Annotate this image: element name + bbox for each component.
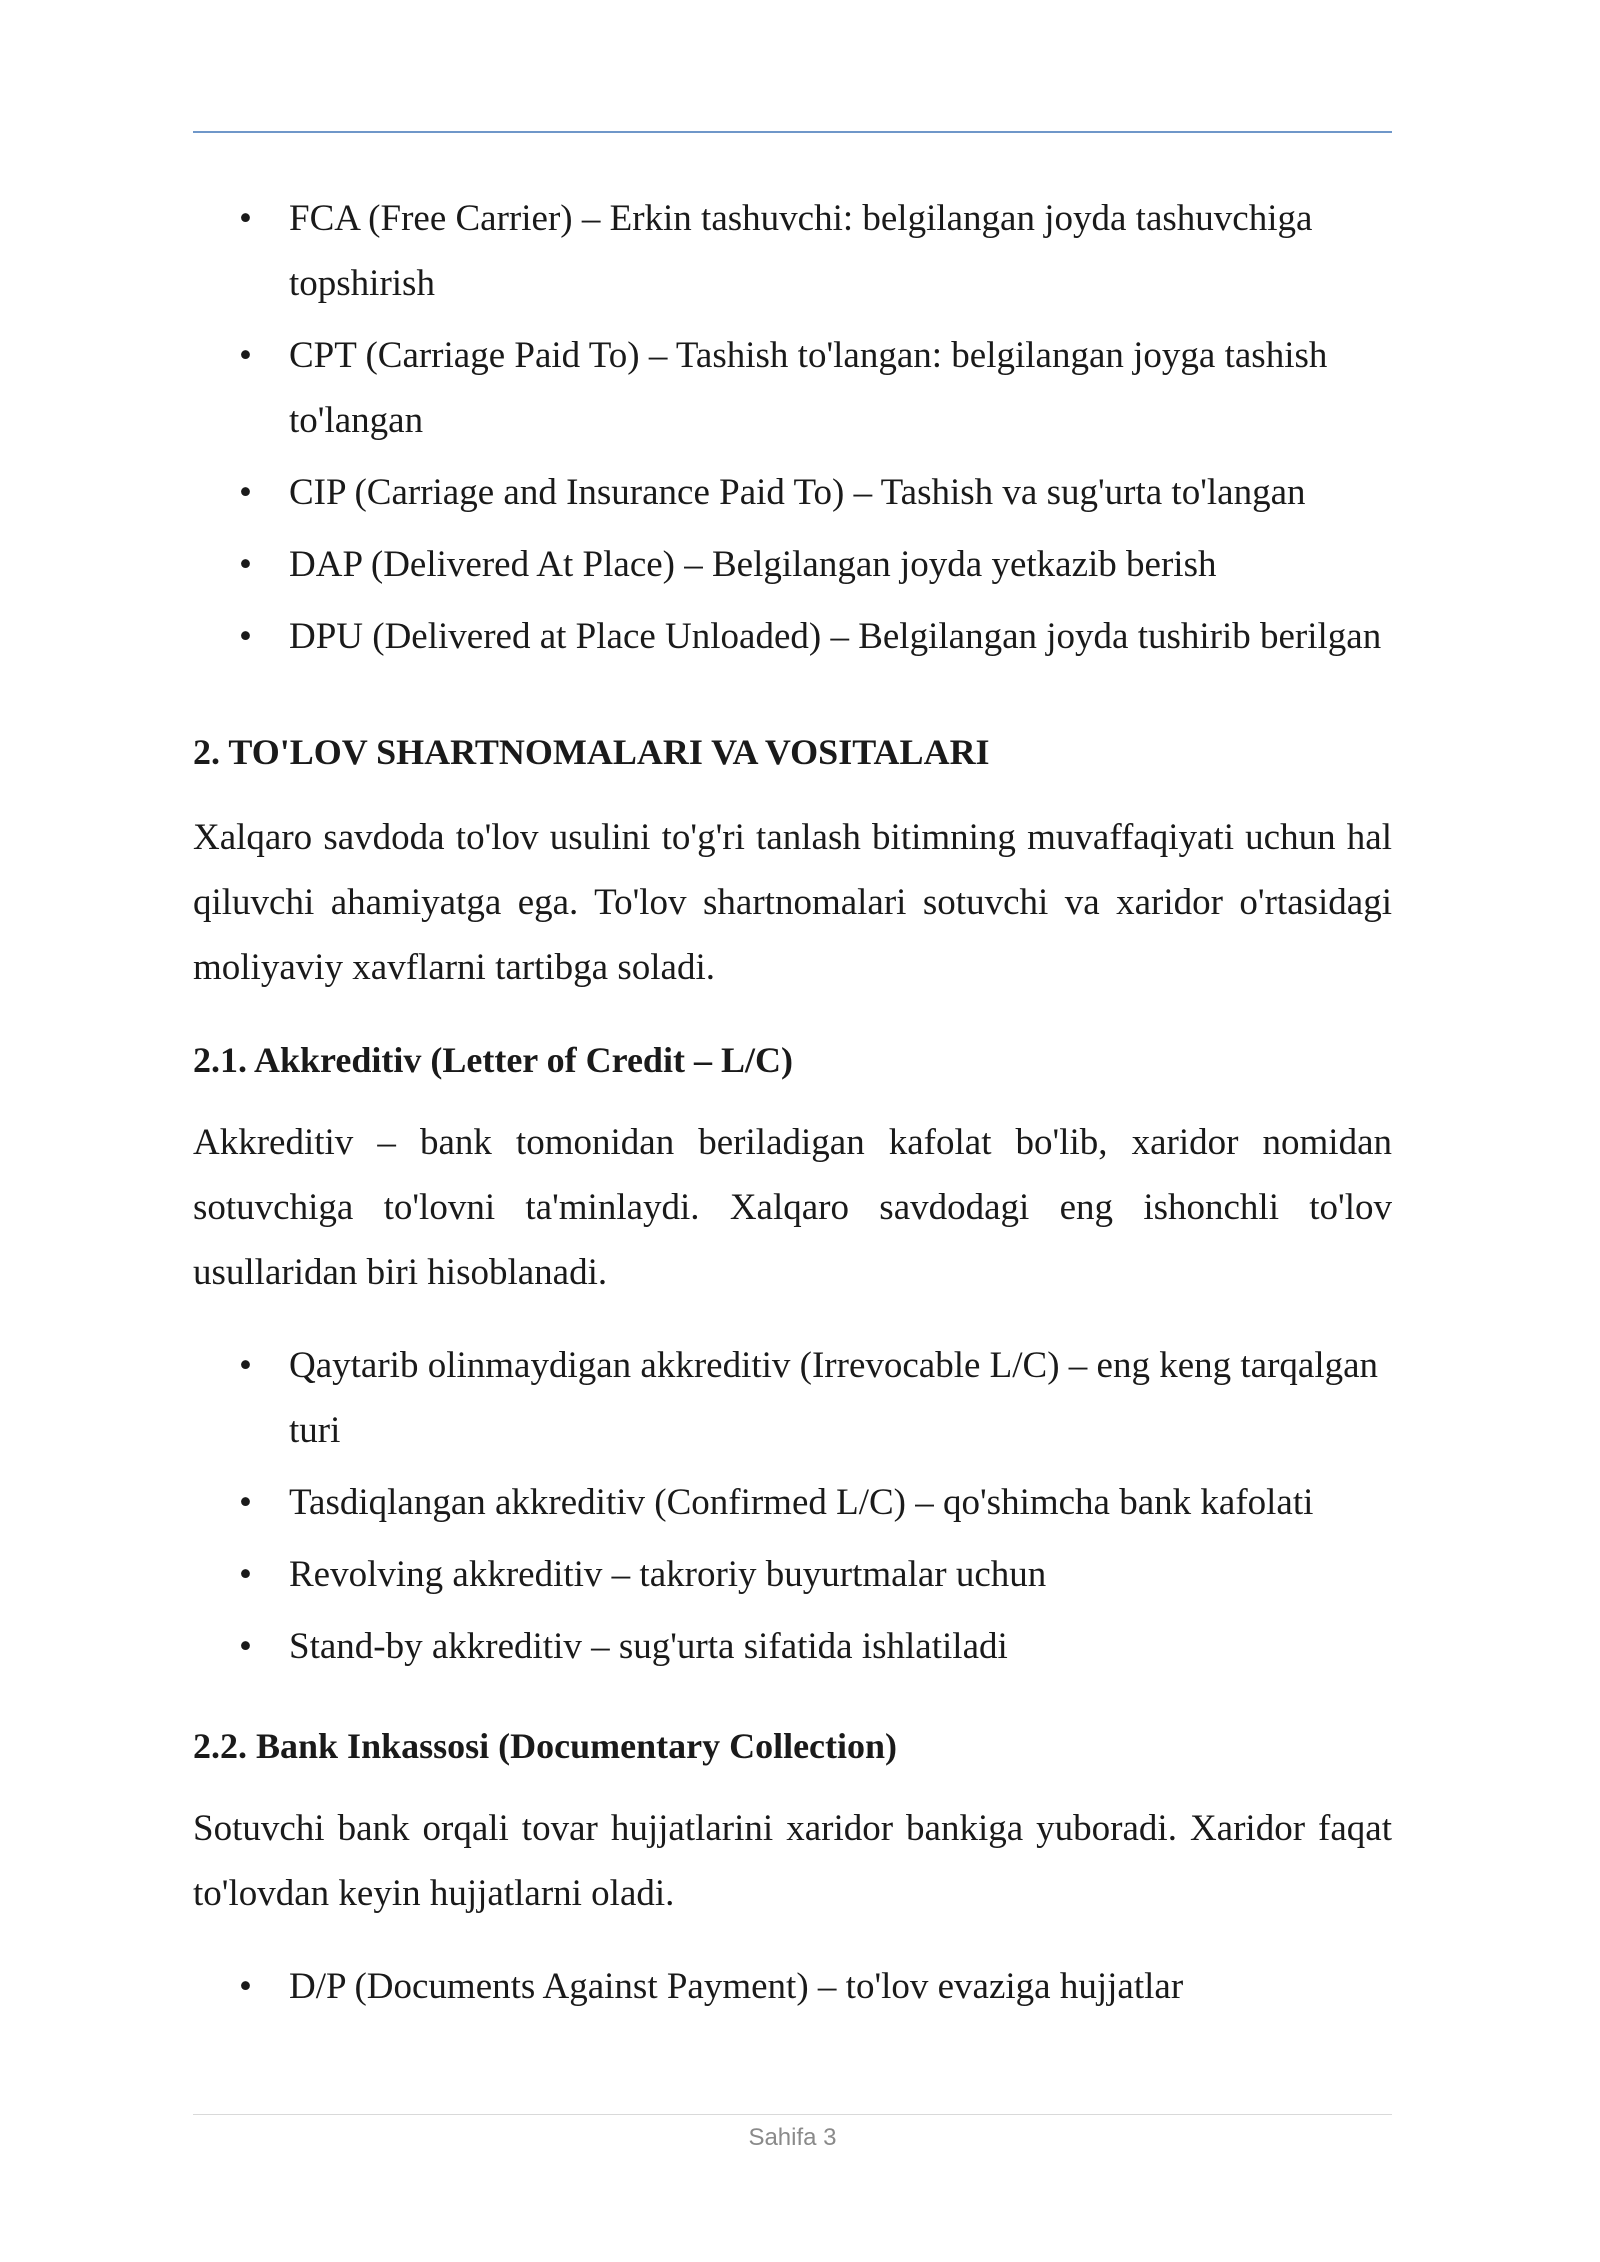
page-number: Sahifa 3 <box>748 2124 837 2151</box>
list-item <box>193 1333 1392 1463</box>
list-item <box>193 186 1392 316</box>
bullet-icon: • <box>239 1554 252 1595</box>
list-item <box>193 1542 1392 1607</box>
letter-of-credit-paragraph: Akkreditiv – bank tomonidan beriladigan kafolat bo'lib, xaridor nomidan sotuvchiga to'lovni ta'minlaydi. Xalqaro savdodagi eng ishonchli to'lov usullaridan biri hisoblanadi. <box>193 1122 1392 1293</box>
section-intro-paragraph: Xalqaro savdoda to'lov usulini to'g'ri tanlash bitimning muvaffaqiyati uchun hal qiluvchi ahamiyatga ega. To'lov shartnomalari sotuvchi va xaridor o'rtasidagi moliyaviy xavflarni tartibga soladi. <box>193 817 1392 988</box>
bullet-icon: • <box>239 472 252 513</box>
section-heading: 2. TO'LOV SHARTNOMALARI VA VOSITALARI <box>193 732 990 772</box>
bullet-icon: • <box>239 616 252 657</box>
list-item-text: CIP (Carriage and Insurance Paid To) – Tashish va sug'urta to'langan <box>289 472 1306 513</box>
list-item-text: Tasdiqlangan akkreditiv (Confirmed L/C) – qo'shimcha bank kafolati <box>289 1482 1314 1523</box>
list-item-text: Qaytarib olinmaydigan akkreditiv (Irrevocable L/C) – eng keng tarqalgan turi <box>289 1345 1379 1451</box>
letter-of-credit-types-list <box>193 1333 1392 1679</box>
page-content <box>193 186 1392 2026</box>
list-item <box>193 1470 1392 1535</box>
list-item-text: D/P (Documents Against Payment) – to'lov evaziga hujjatlar <box>289 1966 1184 2007</box>
bullet-icon: • <box>239 335 252 376</box>
bullet-icon: • <box>239 198 252 239</box>
bullet-icon: • <box>239 1345 252 1386</box>
list-item <box>193 1954 1392 2019</box>
list-item <box>193 1614 1392 1679</box>
list-item <box>193 604 1392 669</box>
list-item <box>193 460 1392 525</box>
subsection-heading-documentary-collection: 2.2. Bank Inkassosi (Documentary Collection) <box>193 1726 898 1766</box>
list-item-text: CPT (Carriage Paid To) – Tashish to'langan: belgilangan joyga tashish to'langan <box>289 335 1328 441</box>
footer-divider <box>193 2114 1392 2115</box>
bullet-icon: • <box>239 1626 252 1667</box>
list-item-text: Revolving akkreditiv – takroriy buyurtmalar uchun <box>289 1554 1047 1595</box>
subsection-heading-letter-of-credit: 2.1. Akkreditiv (Letter of Credit – L/C) <box>193 1040 793 1080</box>
bullet-icon: • <box>239 1966 252 2007</box>
list-item <box>193 532 1392 597</box>
documentary-collection-list <box>193 1954 1392 2019</box>
list-item-text: DAP (Delivered At Place) – Belgilangan joyda yetkazib berish <box>289 544 1217 585</box>
documentary-collection-paragraph: Sotuvchi bank orqali tovar hujjatlarini xaridor bankiga yuboradi. Xaridor faqat to'lovdan keyin hujjatlarni oladi. <box>193 1808 1392 1914</box>
bullet-icon: • <box>239 1482 252 1523</box>
list-item-text: DPU (Delivered at Place Unloaded) – Belgilangan joyda tushirib berilgan <box>289 616 1382 657</box>
incoterms-list <box>193 186 1392 669</box>
header-divider <box>193 131 1392 133</box>
bullet-icon: • <box>239 544 252 585</box>
list-item <box>193 323 1392 453</box>
list-item-text: FCA (Free Carrier) – Erkin tashuvchi: belgilangan joyda tashuvchiga topshirish <box>289 198 1313 304</box>
list-item-text: Stand-by akkreditiv – sug'urta sifatida ishlatiladi <box>289 1626 1008 1667</box>
